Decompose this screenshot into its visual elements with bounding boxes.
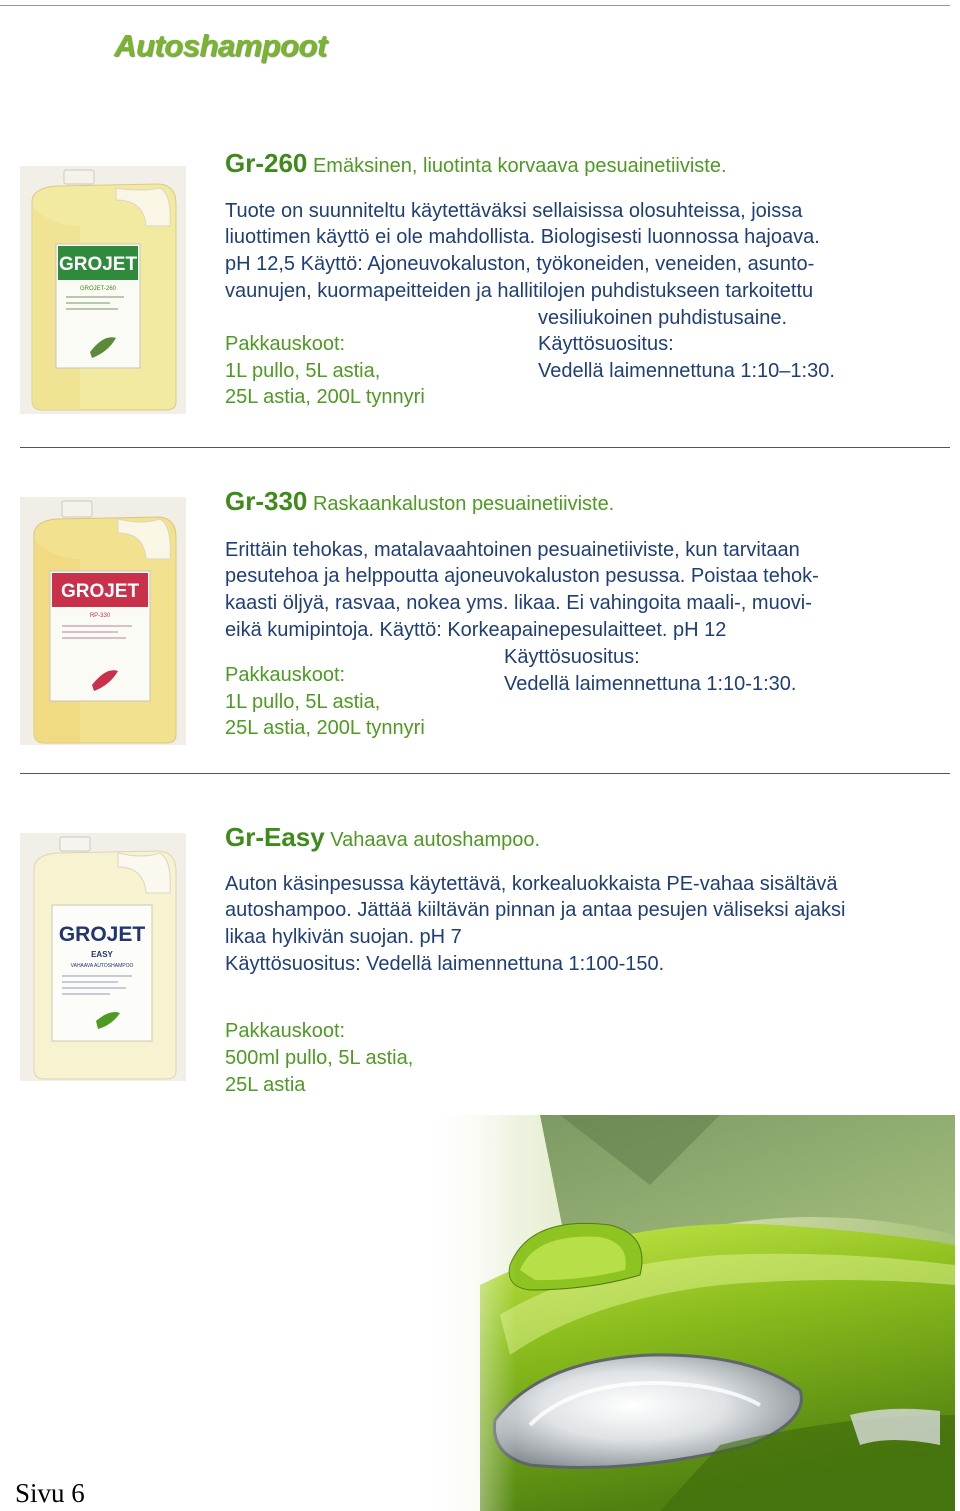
usage-label: Käyttösuositus: — [504, 646, 640, 668]
page-title: Autoshampoot — [114, 28, 327, 63]
usage-value: Vedellä laimennettuna 1:10-1:30. — [504, 673, 797, 695]
body-line: liuottimen käyttö ei ole mahdollista. Biologisesti luonnossa hajoava. — [225, 226, 820, 248]
usage-value: Vedellä laimennettuna 1:10–1:30. — [538, 360, 835, 382]
body-line: Käyttösuositus: Vedellä laimennettuna 1:100-150. — [225, 953, 665, 975]
pack-label: Pakkauskoot: — [225, 333, 346, 355]
pack-line: 25L astia — [225, 1074, 306, 1096]
bottle-brand-text: GROJET — [60, 581, 140, 602]
product-heading-gr-330 — [225, 488, 614, 517]
product-code: Gr-Easy — [225, 822, 325, 852]
bottle-brand-text: GROJET — [58, 254, 138, 275]
section-divider — [20, 447, 950, 448]
product-image-gr-260 — [20, 166, 186, 414]
body-line: vaunujen, kuormapeitteiden ja hallitilojen puhdistukseen tarkoitettu — [225, 280, 814, 302]
product-image-gr-easy — [20, 833, 186, 1081]
pack-label: Pakkauskoot: — [225, 1020, 346, 1042]
svg-text:GROJET-260: GROJET-260 — [79, 286, 117, 292]
svg-text:EASY: EASY — [91, 950, 113, 959]
product-image-gr-330 — [20, 497, 186, 745]
body-line: autoshampoo. Jättää kiiltävän pinnan ja antaa pesujen väliseksi ajaksi — [225, 899, 846, 921]
pack-line: 500ml pullo, 5L astia, — [225, 1047, 414, 1069]
product-tagline: Vahaava autoshampoo. — [330, 829, 541, 851]
product-heading-gr-easy — [225, 824, 540, 853]
section-divider — [20, 773, 950, 774]
body-line: likaa hylkivän suojan. pH 7 — [225, 926, 462, 948]
body-line: Tuote on suunniteltu käytettäväksi sellaisissa olosuhteissa, joissa — [225, 200, 803, 222]
product-tagline: Raskaankaluston pesuainetiiviste. — [312, 493, 615, 515]
bottle-brand-text: GROJET — [58, 923, 146, 946]
product-tagline: Emäksinen, liuotinta korvaava pesuainetiiviste. — [312, 155, 727, 177]
pack-line: 25L astia, 200L tynnyri — [225, 386, 425, 408]
body-line: Auton käsinpesussa käytettävä, korkealuokkaista PE-vahaa sisältävä — [225, 873, 838, 895]
pack-label: Pakkauskoot: — [225, 664, 346, 686]
pack-line: 1L pullo, 5L astia, — [225, 691, 381, 713]
svg-text:VAHAAVA AUTOSHAMPOO: VAHAAVA AUTOSHAMPOO — [70, 963, 134, 969]
body-line: pH 12,5 Käyttö: Ajoneuvokaluston, työkoneiden, veneiden, asunto- — [225, 253, 815, 275]
body-line: Erittäin tehokas, matalavaahtoinen pesuainetiiviste, kun tarvitaan — [225, 539, 800, 561]
top-rule — [0, 5, 950, 6]
page-number: Sivu 6 — [15, 1478, 85, 1508]
green-car-image — [420, 1115, 955, 1511]
usage-label: Käyttösuositus: — [538, 333, 674, 355]
product-heading-gr-260 — [225, 150, 727, 179]
svg-text:RP-330: RP-330 — [89, 613, 111, 619]
product-code: Gr-260 — [225, 148, 308, 178]
body-line: vesiliukoinen puhdistusaine. — [538, 307, 788, 329]
pack-line: 1L pullo, 5L astia, — [225, 360, 381, 382]
body-line: kaasti öljyä, rasvaa, nokea yms. likaa. Ei vahingoita maali-, muovi- — [225, 592, 812, 614]
body-line: eikä kumipintoja. Käyttö: Korkeapainepesulaitteet. pH 12 — [225, 619, 727, 641]
body-line: pesutehoa ja helppoutta ajoneuvokaluston pesussa. Poistaa tehok- — [225, 565, 819, 587]
pack-line: 25L astia, 200L tynnyri — [225, 717, 425, 739]
product-code: Gr-330 — [225, 486, 308, 516]
